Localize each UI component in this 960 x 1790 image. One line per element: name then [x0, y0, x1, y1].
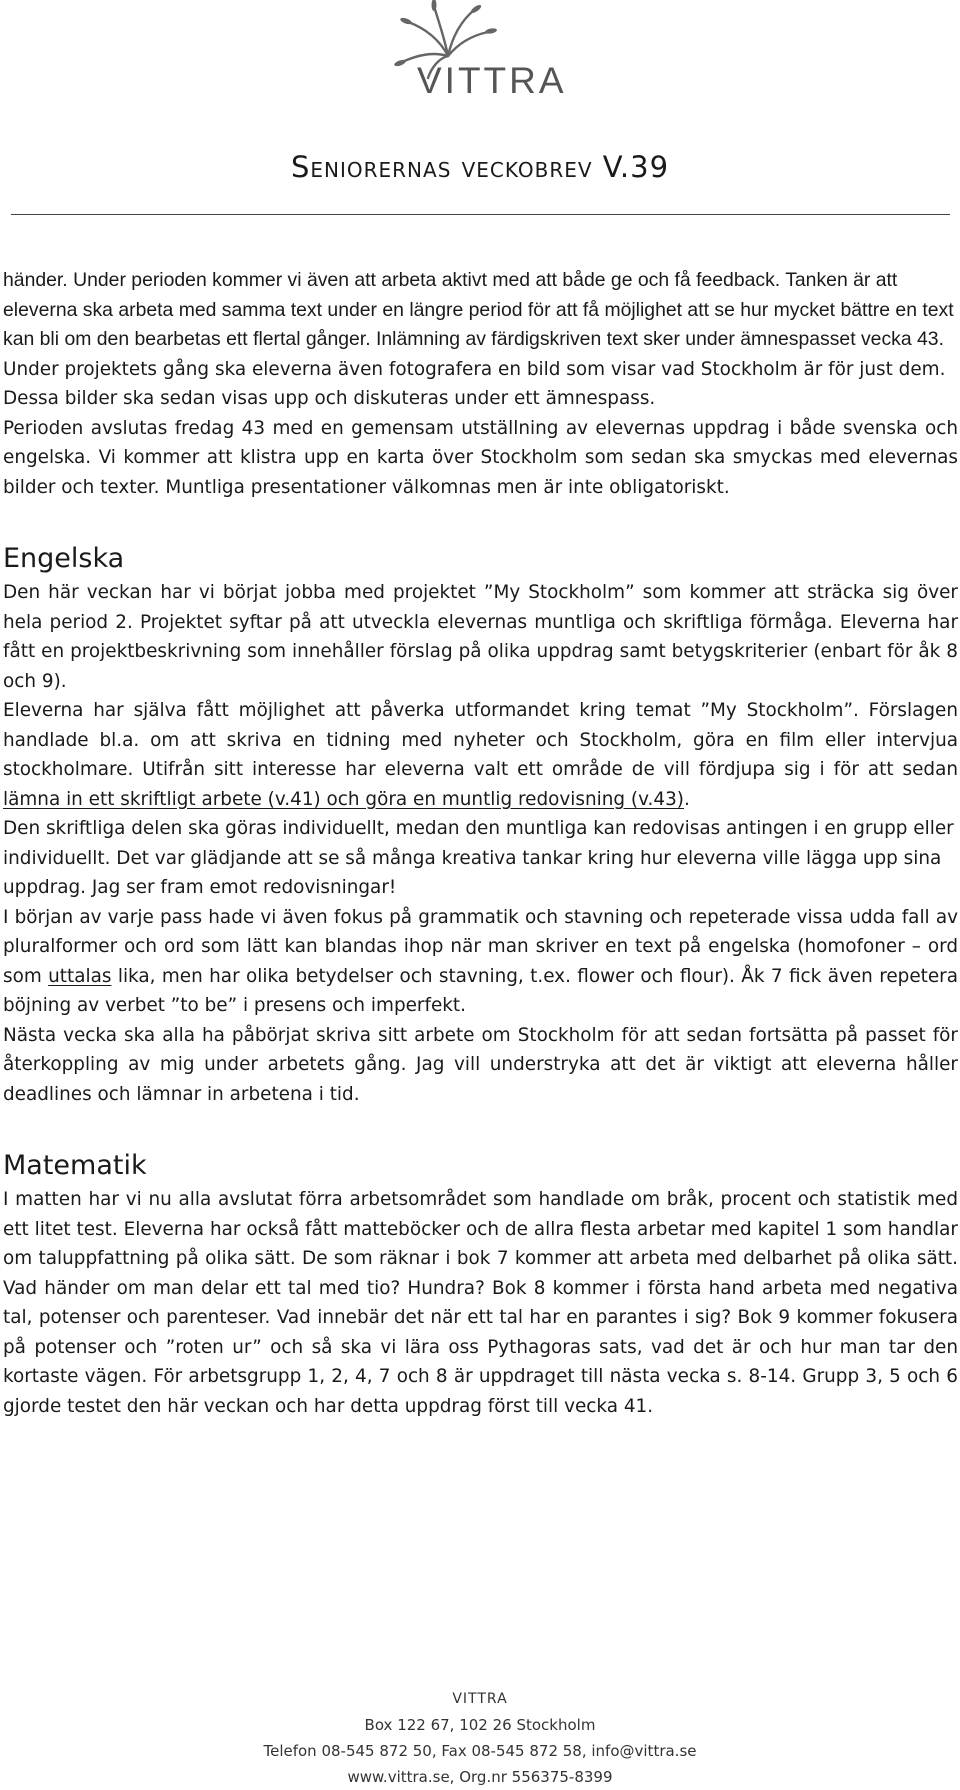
vittra-logo — [370, 0, 590, 105]
section-heading-matematik: Matematik — [3, 1150, 147, 1181]
footer-address: Box 122 67, 102 26 Stockholm — [364, 1716, 596, 1734]
engelska-text-2c: . — [683, 788, 690, 810]
engelska-text-4c: lika, men har olika betydelser och stavning, t.ex. flower och flour). Åk 7 fick även repetera böjning av verbet ”to be” i presens och imperfekt. — [3, 965, 959, 1016]
footer-contact: Telefon 08-545 872 50, Fax 08-545 872 58, info@vittra.se — [263, 1742, 697, 1760]
section-heading-engelska: Engelska — [3, 543, 125, 574]
page-title: Seniorernas veckobrev V.39 — [290, 150, 670, 184]
intro-text-1a: händer. Under perioden kommer vi även att arbeta aktivt med att både ge och få feedback. Tanken är att eleverna ska arbeta med samma text under en längre period för att få möjlighet att se hur mycket bättre en text kan bli om den bearbetas ett flertal gånger. — [3, 269, 954, 350]
engelska-text-4a: I början av varje pass hade vi även fokus på grammatik och stavning och repeterade vissa udda fall av pluralformer och ord som lätt kan blandas ihop när man skriver en text på engelska (homofoner – ord som — [3, 906, 958, 987]
engelska-paragraph-2 — [3, 696, 958, 814]
logo-wordmark: VITTRA — [417, 60, 567, 101]
footer-org: VITTRA — [452, 1691, 508, 1707]
engelska-paragraph-3: Den skriftliga delen ska göras individuellt, medan den muntliga kan redovisas antingen i en grupp eller individuellt. Det var glädjande att se så många kreativa tankar kring hur eleverna ville lägga upp sina uppdrag. Jag ser fram emot redovisningar! — [3, 818, 954, 898]
footer-web: www.vittra.se, Org.nr 556375-8399 — [347, 1768, 613, 1786]
engelska-underlined-uttalas: uttalas — [48, 965, 112, 987]
engelska-paragraph-1: Den här veckan har vi börjat jobba med projektet ”My Stockholm” som kommer att sträcka sig över hela period 2. Projektet syftar på att utveckla elevernas muntliga och skriftliga förmåga. Eleverna har fått en projektbeskrivning som innehåller förslag på olika uppdrag samt betygskriterier (enbart för åk 8 och 9). — [3, 582, 958, 692]
engelska-paragraph-5: Nästa vecka ska alla ha påbörjat skriva sitt arbete om Stockholm för att sedan fortsätta på passet för återkoppling av mig under arbetets gång. Jag vill understryka att det är viktigt att eleverna håller deadlines och lämnar in arbetena i tid. — [3, 1024, 958, 1105]
header-divider — [11, 214, 950, 215]
matematik-paragraph-1: I matten har vi nu alla avslutat förra arbetsområdet som handlade om bråk, procent och statistik med ett litet test. Eleverna har också fått matteböcker och de allra flesta arbetar med kapitel 1 som handlar om taluppfattning på olika sätt. De som räknar i bok 7 kommer att arbeta med delbarhet på olika sätt. Vad händer om man delar ett tal med tio? Hundra? Bok 8 kommer i första hand arbeta med negativa tal, potenser och parenteser. Vad innebär det när ett tal har en parantes i sig? Bok 9 kommer fokusera på potenser och ”roten ur” och så ska vi lära oss Pythagoras sats, vad det är och hur man tar den kortaste vägen. För arbetsgrupp 1, 2, 4, 7 och 8 är uppdraget till nästa vecka s. 8-14. Grupp 3, 5 och 6 gjorde testet den här veckan och har detta uppdrag först till vecka 41. — [3, 1189, 958, 1417]
page-footer — [0, 1686, 960, 1790]
intro-paragraph-2: Under projektets gång ska eleverna även fotografera en bild som visar vad Stockholm är för just dem. Dessa bilder ska sedan visas upp och diskuteras under ett ämnespass. — [3, 358, 946, 409]
intro-text-1b: Inlämning av färdigskriven text sker under ämnespasset vecka 43. — [370, 328, 944, 350]
engelska-paragraph-4 — [3, 903, 958, 1021]
intro-paragraph-3: Perioden avslutas fredag 43 med en gemensam utställning av elevernas uppdrag i både svenska och engelska. Vi kommer att klistra upp en karta över Stockholm som sedan ska smyckas med elevernas bilder och texter. Muntliga presentationer välkomnas men är inte obligatoriskt. — [3, 417, 958, 498]
engelska-text-2a: Eleverna har själva fått möjlighet att påverka utformandet kring temat ”My Stockholm”. Förslagen handlade bl.a. om att skriva en tidning med nyheter och Stockholm, göra en film eller intervjua stockholmare. Utifrån sitt interesse har eleverna valt ett område de vill fördjupa sig i för att sedan — [3, 700, 958, 780]
letter-body — [3, 266, 958, 1421]
intro-paragraph-1 — [3, 266, 958, 355]
engelska-underlined-deadlines: lämna in ett skriftligt arbete (v.41) och göra en muntlig redovisning (v.43) — [3, 788, 684, 810]
